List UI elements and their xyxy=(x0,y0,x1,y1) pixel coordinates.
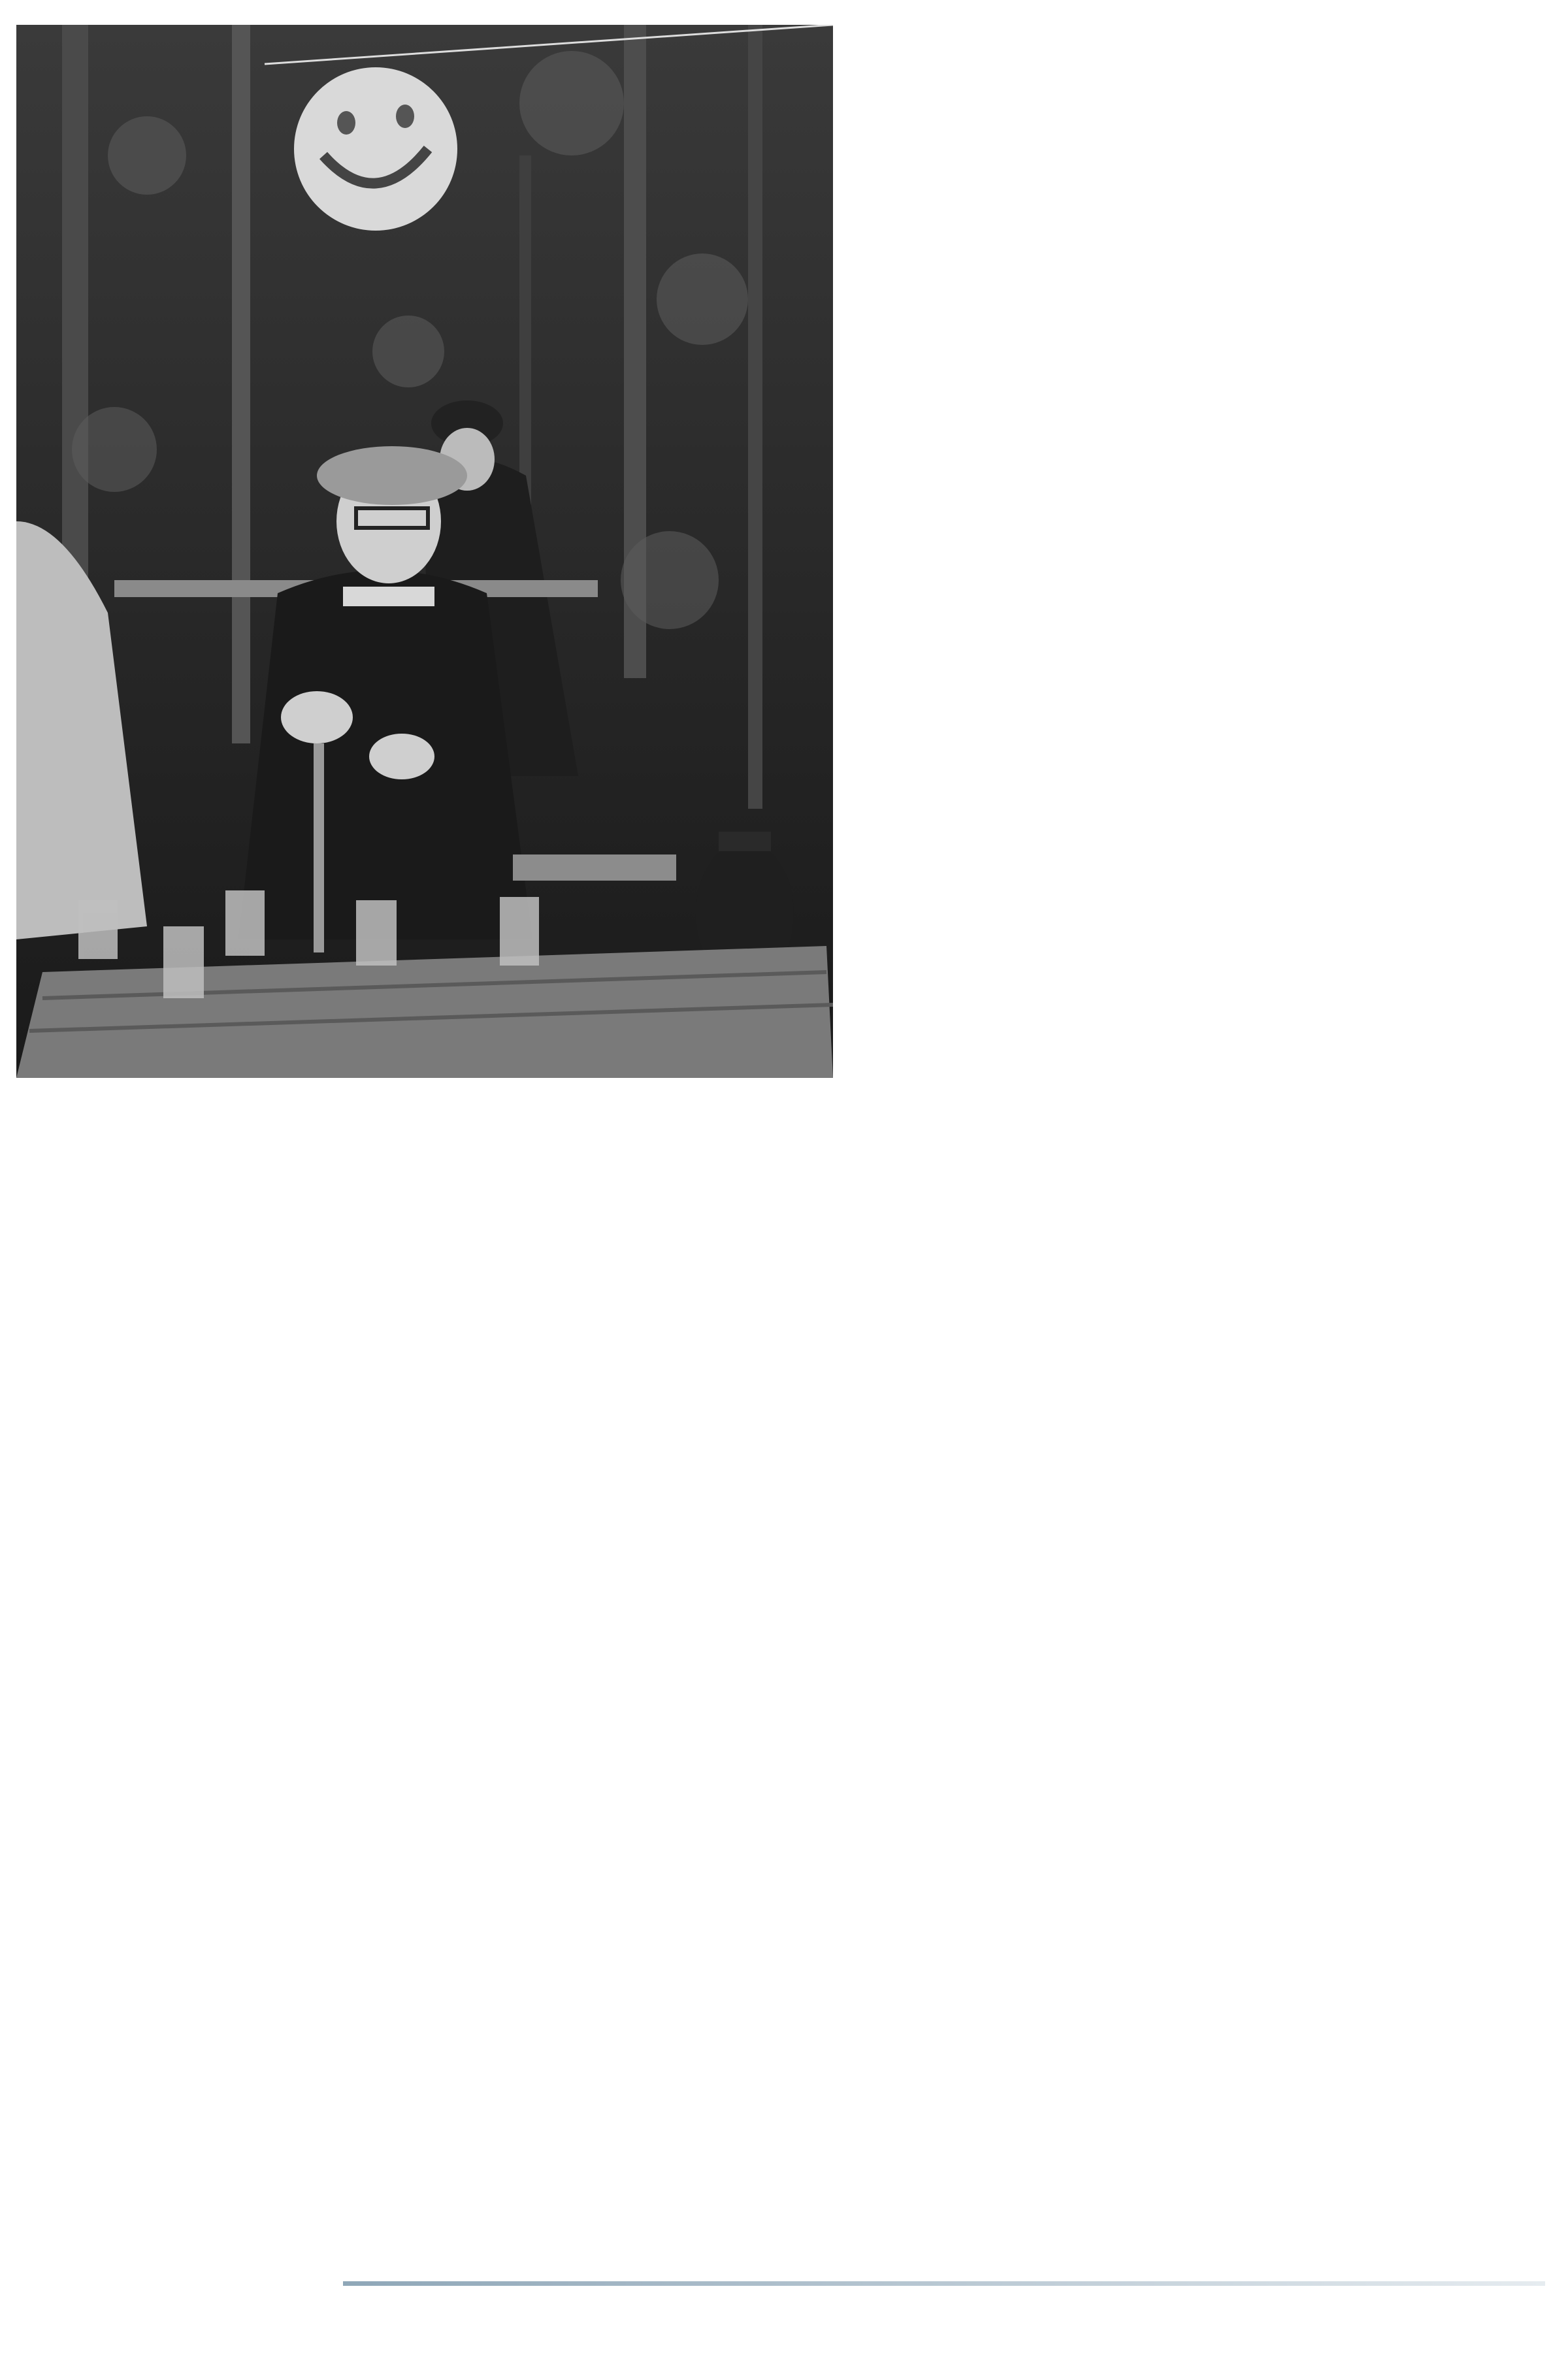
memorial-photo xyxy=(16,25,833,1078)
footer-rule xyxy=(343,2281,1545,2286)
photo-icon xyxy=(16,25,833,1078)
